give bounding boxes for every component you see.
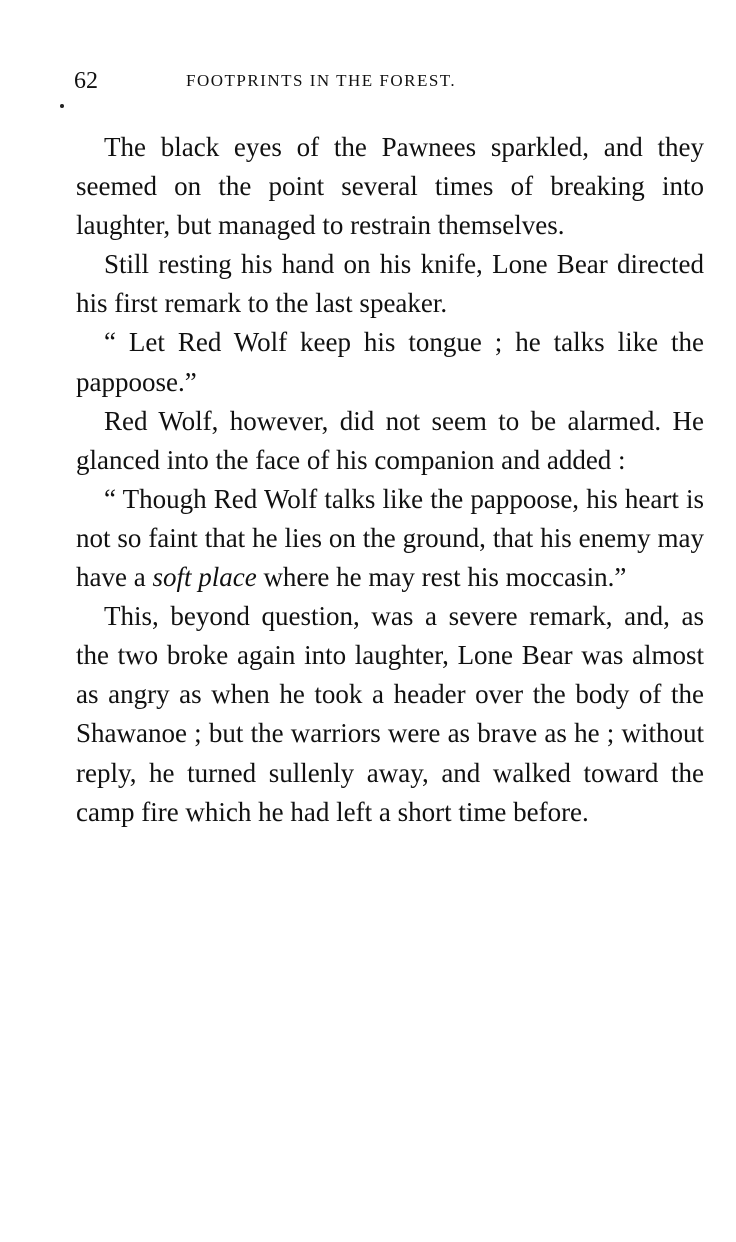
paragraph: Still resting his hand on his knife, Lone Bear directed his first remark to the last speaker. [76,249,704,319]
paragraph-text: “ Though Red Wolf talks like the pappoose, his heart is not so faint that he lies on the ground, that his enemy may have a [76,483,704,593]
paragraph: This, beyond question, was a severe remark, and, as the two broke again into laughter, Lone Bear was almost as angry as when he took a header over the body of the Shawanoe ; but the warriors were as brave as he ; without reply, he turned sullenly away, and walked toward the camp fire which he had left a short time before. [76,601,704,827]
paragraph [76,480,704,597]
page-header [74,66,594,96]
paragraph: The black eyes of the Pawnees sparkled, and they seemed on the point several times of breaking into laughter, but managed to restrain themselves. [76,132,704,241]
paragraph: Red Wolf, however, did not seem to be alarmed. He glanced into the face of his companion and added : [76,405,704,475]
ink-speck [60,104,64,108]
emphasized-text: soft place [152,562,257,593]
body-text [76,128,704,832]
page-number: 62 [74,68,98,94]
paragraph-text: where he may rest his moccasin.” [256,562,627,593]
running-head: FOOTPRINTS IN THE FOREST. [186,71,457,90]
paragraph: “ Let Red Wolf keep his tongue ; he talks like the pappoose.” [76,327,704,397]
